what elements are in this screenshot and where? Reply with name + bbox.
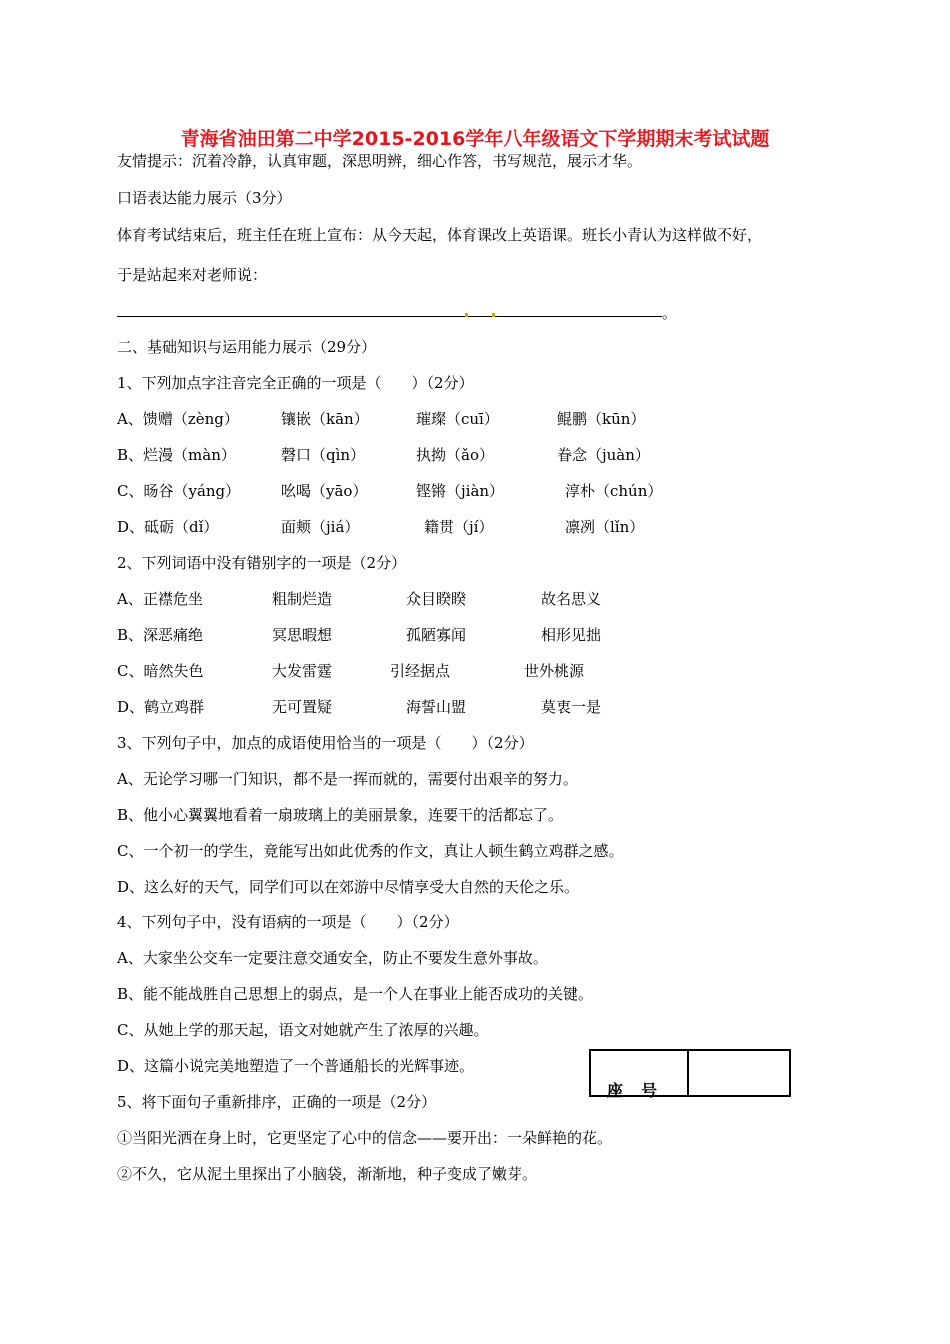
q2-option: 引经据点	[390, 662, 451, 680]
q1-option: 鲲鹏（kūn）	[557, 410, 646, 428]
section-oral-heading: 口语表达能力展示（3分）	[117, 189, 292, 207]
seat-box-divider	[687, 1051, 689, 1095]
q5-stem: 5、将下面句子重新排序，正确的一项是（2分）	[117, 1093, 437, 1111]
q1-stem: 1、下列加点字注音完全正确的一项是（ ）（2分）	[117, 374, 474, 392]
q5-sentence: ①当阳光洒在身上时，它更坚定了心中的信念——要开出：一朵鲜艳的花。	[117, 1129, 613, 1147]
q2-option: 无可置疑	[272, 698, 333, 716]
q1-option: 镶嵌（kān）	[281, 410, 369, 428]
q1-option: 璀璨（cuī）	[416, 410, 499, 428]
q2-option: 孤陋寡闻	[406, 626, 467, 644]
q2-option: 众目睽睽	[406, 590, 467, 608]
q5-sentence: ②不久，它从泥土里探出了小脑袋，渐渐地，种子变成了嫩芽。	[117, 1165, 538, 1183]
q1-option: A、馈赠（zèng）	[117, 410, 239, 428]
q2-option: D、鹤立鸡群	[117, 698, 205, 716]
q3-option: B、他小心翼翼地看着一扇玻璃上的美丽景象，连要干的活都忘了。	[117, 806, 564, 824]
q2-option: A、正襟危坐	[117, 590, 203, 608]
answer-blank-line	[117, 316, 662, 317]
q1-option: 吆喝（yāo）	[281, 482, 368, 500]
q2-option: 粗制烂造	[272, 590, 333, 608]
q2-option: C、暗然失色	[117, 662, 204, 680]
q1-option: 淳朴（chún）	[565, 482, 663, 500]
q2-option: 冥思暇想	[272, 626, 333, 644]
q1-option: 籍贯（jí）	[424, 518, 494, 536]
q2-option: 大发雷霆	[272, 662, 333, 680]
q3-stem: 3、下列句子中，加点的成语使用恰当的一项是（ ）（2分）	[117, 734, 534, 752]
answer-period: 。	[662, 304, 678, 322]
q1-option: 凛冽（lǐn）	[565, 518, 645, 536]
q4-stem: 4、下列句子中，没有语病的一项是（ ）（2分）	[117, 913, 459, 931]
q3-option: D、这么好的天气，同学们可以在郊游中尽情享受大自然的天伦之乐。	[117, 878, 580, 896]
seat-number-label: 座号	[607, 1081, 676, 1100]
q1-option: B、烂漫（màn）	[117, 446, 236, 464]
stray-mark	[465, 313, 468, 317]
document-title: 青海省油田第二中学2015-2016学年八年级语文下学期期末考试试题	[180, 128, 770, 150]
q2-option: 世外桃源	[524, 662, 585, 680]
seat-number-box	[589, 1049, 791, 1100]
oral-prompt-line2: 于是站起来对老师说：	[117, 266, 268, 284]
oral-prompt-line1: 体育考试结束后，班主任在班上宣布：从今天起，体育课改上英语课。班长小青认为这样做不好，	[117, 226, 763, 244]
q2-option: 相形见拙	[541, 626, 602, 644]
q1-option: 面颊（jiá）	[281, 518, 360, 536]
friendly-tip: 友情提示：沉着冷静，认真审题，深思明辨，细心作答，书写规范，展示才华。	[117, 152, 643, 170]
q2-option: 莫衷一是	[541, 698, 602, 716]
q2-option: 海誓山盟	[406, 698, 467, 716]
q3-option: A、无论学习哪一门知识，都不是一挥而就的，需要付出艰辛的努力。	[117, 770, 578, 788]
q1-option: 眷念（juàn）	[557, 446, 650, 464]
stray-mark	[492, 313, 495, 317]
q4-option: D、这篇小说完美地塑造了一个普通船长的光辉事迹。	[117, 1057, 475, 1075]
q2-stem: 2、下列词语中没有错别字的一项是（2分）	[117, 554, 407, 572]
section-basic-heading: 二、基础知识与运用能力展示（29分）	[117, 338, 377, 356]
q4-option: A、大家坐公交车一定要注意交通安全，防止不要发生意外事故。	[117, 949, 548, 967]
q1-option: 铿锵（jiàn）	[416, 482, 505, 500]
q3-option: C、一个初一的学生，竟能写出如此优秀的作文，真让人顿生鹤立鸡群之感。	[117, 842, 624, 860]
q1-option: C、旸谷（yáng）	[117, 482, 241, 500]
q2-option: B、深恶痛绝	[117, 626, 204, 644]
q1-option: 执拗（ǎo）	[416, 446, 494, 464]
q4-option: B、能不能战胜自己思想上的弱点，是一个人在事业上能否成功的关键。	[117, 985, 594, 1003]
q1-option: D、砥砺（dǐ）	[117, 518, 219, 536]
q1-option: 磬口（qìn）	[281, 446, 366, 464]
q4-option: C、从她上学的那天起，语文对她就产生了浓厚的兴趣。	[117, 1021, 489, 1039]
q2-option: 故名思义	[541, 590, 602, 608]
